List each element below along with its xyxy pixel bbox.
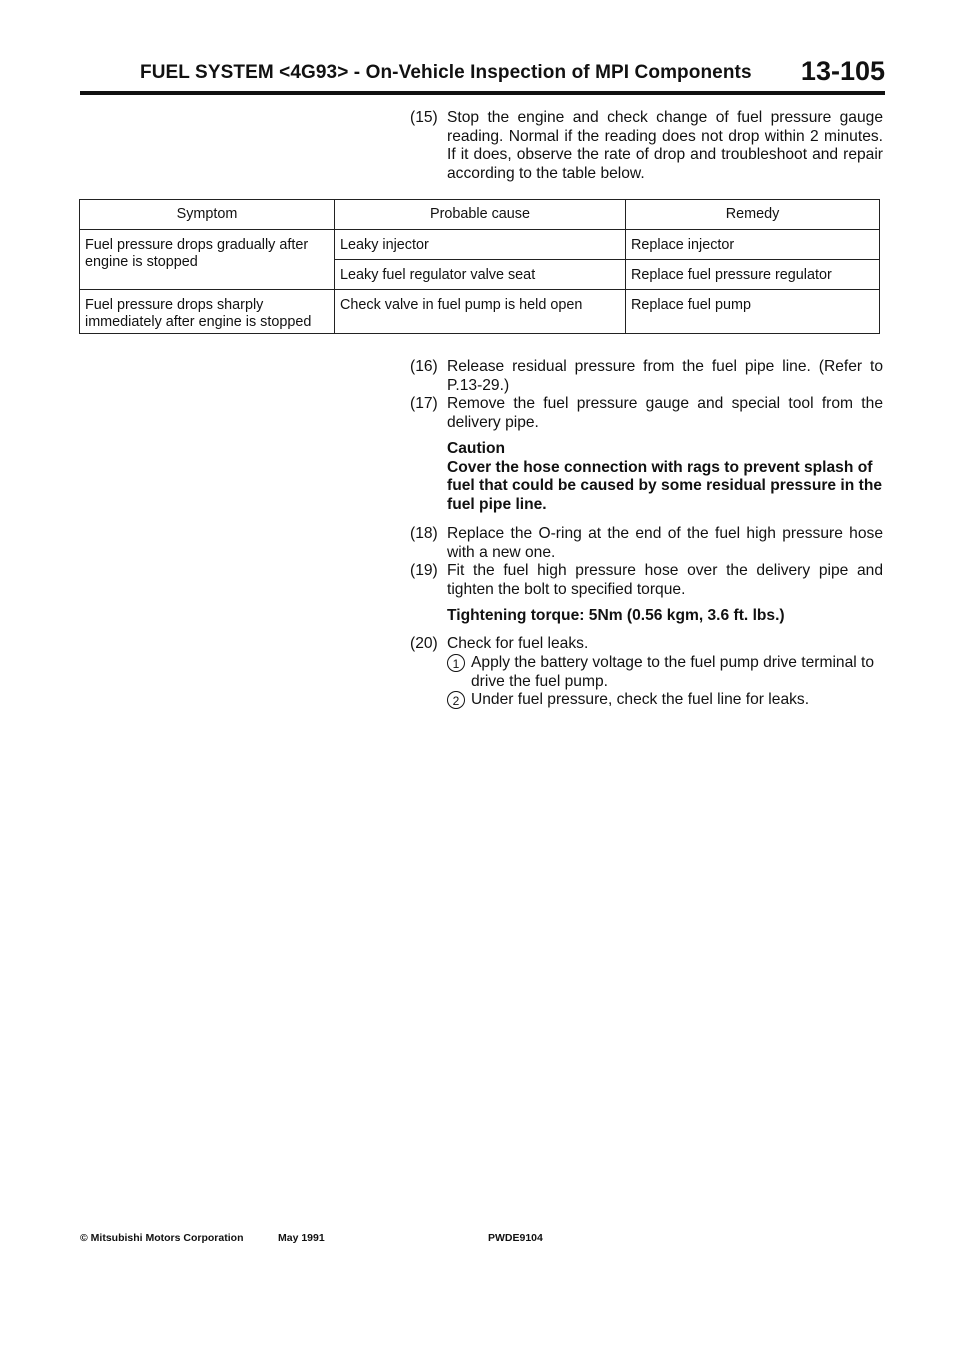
symptom-cell: Fuel pressure drops gradually after engine is stopped xyxy=(80,230,335,290)
table-row xyxy=(80,290,880,334)
remedy-cell: Replace injector xyxy=(626,230,880,260)
section-title: FUEL SYSTEM <4G93> - On-Vehicle Inspection of MPI Components xyxy=(140,62,752,83)
document-code: PWDE9104 xyxy=(488,1232,543,1244)
copyright-text: © Mitsubishi Motors Corporation xyxy=(80,1232,244,1244)
table-header-row xyxy=(80,200,880,230)
circled-number-2: 2 xyxy=(447,691,465,709)
list-item xyxy=(447,654,883,691)
troubleshooting-table xyxy=(79,199,880,334)
table-row xyxy=(80,230,880,260)
substep-text: Apply the battery voltage to the fuel pump drive terminal to drive the fuel pump. xyxy=(471,654,875,690)
symptom-cell: Fuel pressure drops sharply immediately after engine is stopped xyxy=(80,290,335,334)
column-header-remedy: Remedy xyxy=(626,200,880,230)
step-text: Stop the engine and check change of fuel pressure gauge reading. Normal if the reading does not drop within 2 minutes. If it does, observe the rate of drop and troubleshoot and repair according to the table below. xyxy=(447,109,883,182)
circled-number-1: 1 xyxy=(447,654,465,672)
step-number: (16) xyxy=(410,358,438,375)
page-number: 13-105 xyxy=(800,56,885,86)
list-item xyxy=(447,691,883,710)
remedy-cell: Replace fuel pump xyxy=(626,290,880,334)
header-rule xyxy=(80,91,885,95)
step-20 xyxy=(410,635,883,654)
cause-cell: Leaky fuel regulator valve seat xyxy=(335,260,626,290)
publication-date: May 1991 xyxy=(278,1232,325,1244)
step-number: (19) xyxy=(410,562,438,579)
step-18 xyxy=(410,525,883,562)
step-16 xyxy=(410,358,883,395)
step-19 xyxy=(410,562,883,599)
cause-cell: Leaky injector xyxy=(335,230,626,260)
step-text: Remove the fuel pressure gauge and special tool from the delivery pipe. xyxy=(447,395,883,431)
step-text: Fit the fuel high pressure hose over the delivery pipe and tighten the bolt to specified torque. xyxy=(447,562,883,598)
tightening-torque-spec: Tightening torque: 5Nm (0.56 kgm, 3.6 ft. lbs.) xyxy=(447,607,785,624)
step-number: (17) xyxy=(410,395,438,412)
step-text: Release residual pressure from the fuel pipe line. (Refer to P.13-29.) xyxy=(447,358,883,394)
step-20-substeps xyxy=(447,654,883,710)
column-header-probable-cause: Probable cause xyxy=(335,200,626,230)
cause-cell: Check valve in fuel pump is held open xyxy=(335,290,626,334)
step-number: (20) xyxy=(410,635,438,652)
column-header-symptom: Symptom xyxy=(80,200,335,230)
step-15 xyxy=(410,109,883,183)
remedy-cell: Replace fuel pressure regulator xyxy=(626,260,880,290)
step-17 xyxy=(410,395,883,432)
step-number: (18) xyxy=(410,525,438,542)
caution-text: Cover the hose connection with rags to prevent splash of fuel that could be caused by some residual pressure in the fuel pipe line. xyxy=(447,458,883,513)
page-header xyxy=(80,56,885,94)
step-text: Check for fuel leaks. xyxy=(447,635,589,652)
caution-block xyxy=(447,440,883,514)
caution-title: Caution xyxy=(447,440,506,457)
substep-text: Under fuel pressure, check the fuel line for leaks. xyxy=(471,691,810,709)
step-number: (15) xyxy=(410,109,438,126)
step-text: Replace the O-ring at the end of the fuel high pressure hose with a new one. xyxy=(447,525,883,561)
